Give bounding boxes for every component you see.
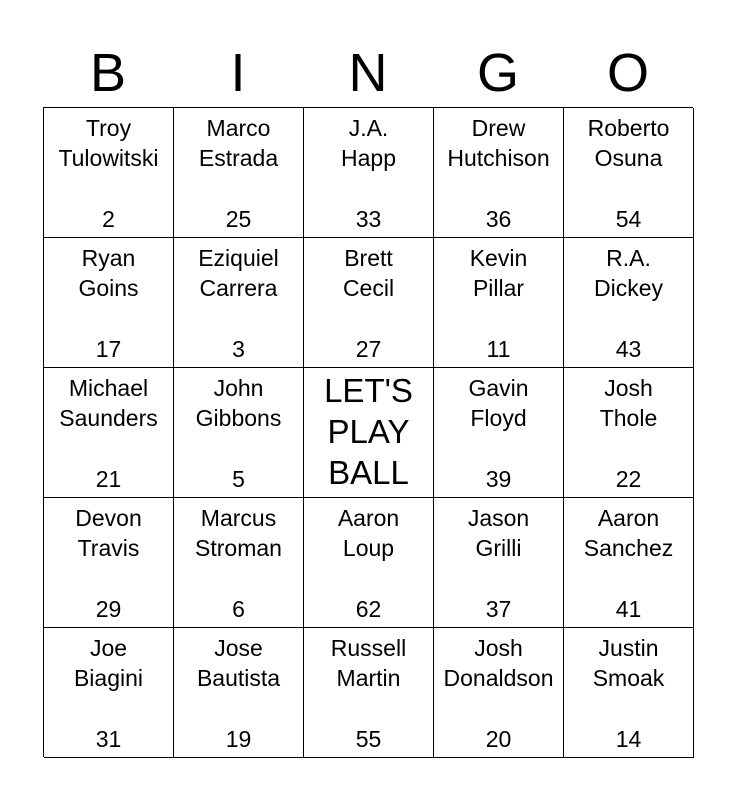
player-name (44, 243, 173, 303)
bingo-cell (44, 498, 174, 628)
free-space-text (304, 370, 433, 493)
player-number: 5 (232, 466, 245, 492)
player-number: 2 (102, 206, 115, 232)
bingo-cell (434, 498, 564, 628)
bingo-cell (174, 368, 304, 498)
player-last-name: Travis (77, 535, 140, 561)
player-number: 21 (95, 466, 122, 492)
player-last-name: Smoak (592, 665, 665, 691)
player-number: 19 (225, 726, 252, 752)
bingo-cell (174, 238, 304, 368)
player-last-name: Grilli (475, 535, 522, 561)
player-name (434, 113, 563, 173)
free-space-cell (304, 368, 434, 498)
player-name (174, 373, 303, 433)
player-first-name: Roberto (587, 115, 670, 141)
player-name (564, 113, 693, 173)
player-name (44, 113, 173, 173)
player-number: 62 (355, 596, 382, 622)
bingo-cell (564, 628, 694, 758)
bingo-cell (304, 238, 434, 368)
player-name (44, 633, 173, 693)
player-last-name: Donaldson (443, 665, 554, 691)
player-number: 20 (485, 726, 512, 752)
player-last-name: Martin (336, 665, 401, 691)
player-number: 43 (615, 336, 642, 362)
bingo-cell (564, 108, 694, 238)
bingo-cell (434, 368, 564, 498)
bingo-cell (174, 628, 304, 758)
bingo-cell (44, 628, 174, 758)
header-letter-i: I (230, 43, 246, 103)
bingo-cell (304, 628, 434, 758)
free-space-line: LET'S (324, 372, 413, 409)
player-last-name: Thole (599, 405, 658, 431)
player-first-name: Devon (75, 505, 142, 531)
bingo-cell (434, 238, 564, 368)
free-space-line: BALL (328, 454, 409, 491)
player-last-name: Floyd (470, 405, 527, 431)
player-first-name: Ryan (81, 245, 136, 271)
player-name (174, 503, 303, 563)
player-first-name: J.A. (348, 115, 389, 141)
player-last-name: Sanchez (583, 535, 674, 561)
player-last-name: Happ (341, 145, 396, 171)
player-first-name: Josh (474, 635, 523, 661)
player-first-name: John (213, 375, 264, 401)
player-number: 33 (355, 206, 382, 232)
bingo-cell (434, 108, 564, 238)
bingo-cell (44, 238, 174, 368)
player-name (304, 503, 433, 563)
bingo-cell (304, 498, 434, 628)
player-number: 31 (95, 726, 122, 752)
player-number: 39 (485, 466, 512, 492)
player-last-name: Bautista (196, 665, 281, 691)
bingo-grid (43, 107, 693, 757)
bingo-cell (564, 498, 694, 628)
player-name (44, 373, 173, 433)
player-first-name: Eziquiel (198, 245, 279, 271)
player-first-name: Aaron (597, 505, 660, 531)
header-letter-o: O (606, 43, 649, 103)
player-last-name: Gibbons (195, 405, 282, 431)
bingo-cell (304, 108, 434, 238)
player-last-name: Saunders (59, 405, 158, 431)
bingo-cell (434, 628, 564, 758)
player-number: 36 (485, 206, 512, 232)
player-name (564, 373, 693, 433)
player-last-name: Estrada (198, 145, 279, 171)
player-first-name: Marco (206, 115, 271, 141)
player-first-name: Drew (471, 115, 526, 141)
player-last-name: Osuna (594, 145, 663, 171)
player-name (434, 633, 563, 693)
player-first-name: Aaron (337, 505, 400, 531)
player-number: 41 (615, 596, 642, 622)
player-first-name: Justin (598, 635, 659, 661)
player-name (174, 113, 303, 173)
player-number: 11 (486, 336, 511, 362)
player-name (304, 243, 433, 303)
bingo-header (43, 40, 693, 106)
player-last-name: Carrera (199, 275, 278, 301)
player-last-name: Tulowitski (58, 145, 159, 171)
player-last-name: Loup (342, 535, 395, 561)
player-first-name: Marcus (200, 505, 277, 531)
player-last-name: Stroman (195, 535, 282, 561)
player-name (434, 503, 563, 563)
player-number: 25 (225, 206, 252, 232)
bingo-cell (564, 238, 694, 368)
player-name (564, 243, 693, 303)
player-first-name: Troy (85, 115, 132, 141)
header-letter-b: B (89, 43, 127, 103)
player-first-name: Kevin (469, 245, 528, 271)
player-name (304, 633, 433, 693)
player-last-name: Biagini (73, 665, 144, 691)
player-name (44, 503, 173, 563)
player-number: 29 (95, 596, 122, 622)
bingo-cell (44, 368, 174, 498)
player-first-name: Jason (467, 505, 530, 531)
bingo-cell (564, 368, 694, 498)
player-first-name: Michael (68, 375, 149, 401)
player-name (304, 113, 433, 173)
player-name (174, 633, 303, 693)
player-name (434, 243, 563, 303)
player-first-name: R.A. (606, 245, 651, 271)
player-name (564, 503, 693, 563)
player-first-name: Josh (604, 375, 653, 401)
player-number: 37 (485, 596, 512, 622)
player-number: 55 (355, 726, 382, 752)
player-first-name: Russell (330, 635, 407, 661)
player-name (564, 633, 693, 693)
player-first-name: Joe (89, 635, 128, 661)
player-last-name: Dickey (593, 275, 663, 301)
player-number: 3 (232, 336, 245, 362)
header-letter-g: G (476, 43, 519, 103)
player-number: 14 (615, 726, 642, 752)
player-last-name: Cecil (342, 275, 395, 301)
player-number: 17 (95, 336, 122, 362)
player-first-name: Gavin (468, 375, 529, 401)
player-name (434, 373, 563, 433)
player-name (174, 243, 303, 303)
bingo-cell (44, 108, 174, 238)
player-number: 22 (615, 466, 642, 492)
player-number: 27 (355, 336, 382, 362)
player-last-name: Goins (78, 275, 139, 301)
player-last-name: Pillar (472, 275, 525, 301)
player-first-name: Brett (344, 245, 393, 271)
bingo-cell (174, 498, 304, 628)
player-number: 54 (615, 206, 642, 232)
free-space-line: PLAY (327, 413, 410, 450)
player-number: 6 (232, 596, 245, 622)
bingo-cell (174, 108, 304, 238)
player-last-name: Hutchison (447, 145, 550, 171)
player-first-name: Jose (214, 635, 263, 661)
header-letter-n: N (348, 43, 388, 103)
